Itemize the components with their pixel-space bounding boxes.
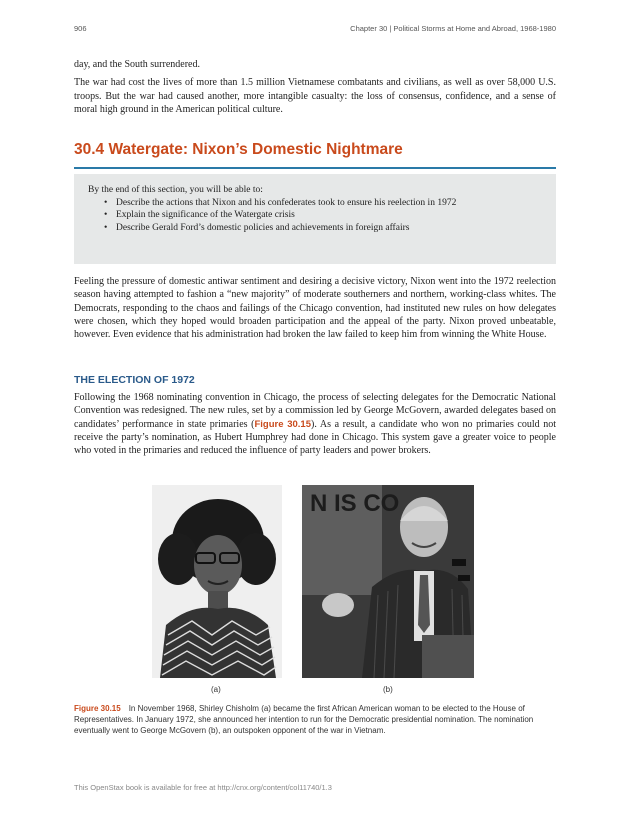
learning-objectives-box: [74, 174, 556, 264]
objective-item: • Describe the actions that Nixon and his confederates took to ensure his reelection in 1972: [116, 197, 476, 210]
background-sign-text: N IS CO: [310, 490, 400, 517]
intro-paragraph: The war had cost the lives of more than 1.5 million Vietnamese combatants and civilians, as well as over 58,000 U.S. troops. But the war had caused another, more intangible casualty: the loss of consensus, confidence, and a sense of moral high ground in the American political culture.: [74, 77, 556, 115]
election-text: [74, 391, 556, 457]
objective-item: • Explain the significance of the Watergate crisis: [116, 209, 476, 222]
page-number: 906: [74, 24, 87, 33]
subsection-heading: THE ELECTION OF 1972: [74, 374, 195, 386]
election-paragraph: [74, 391, 556, 457]
objectives-list: [88, 197, 542, 235]
figure-label-a: (a): [211, 685, 221, 694]
caption-text: In November 1968, Shirley Chisholm (a) became the first African American woman to be elected to the House of Representatives. In January 1972, she announced her intention to run for the Democratic presidential nomination. The nomination eventually went to George McGovern (b), an outspoken opponent of the war in Vietnam.: [74, 704, 534, 735]
footer-availability: This OpenStax book is available for free at http://cnx.org/content/col11740/1.3: [74, 783, 332, 792]
objective-item: • Describe Gerald Ford’s domestic policies and achievements in foreign affairs: [116, 222, 476, 235]
running-header: Chapter 30 | Political Storms at Home and Abroad, 1968-1980: [350, 24, 556, 33]
figure-reference-link[interactable]: Figure 30.15: [254, 418, 312, 430]
figure-label-b: (b): [383, 685, 393, 694]
intro-text: [74, 58, 556, 116]
election-text-after: ). As a result, a candidate who won no primaries could not receive the party’s nomination, as Hubert Humphrey had done in Chicago. This system gave a greater voice to people who voted in the primaries and reduced the influence of party leaders and power brokers.: [74, 418, 557, 457]
paragraph-text: Feeling the pressure of domestic antiwar sentiment and desiring a decisive victory, Nixon went into the 1972 reelection season having attempted to fashion a “new majority” of moderate southerners and northern, working-class whites. The Democrats, responding to the chaos and failings of the Chicago convention, had instituted new rules on how delegates were chosen, which they hoped would broaden participation and the appeal of the party. Nixon proved unbeatable, however. Even evidence that his administration had broken the law failed to keep him from winning the White House.: [74, 276, 556, 341]
objectives-intro: By the end of this section, you will be able to:: [88, 185, 263, 195]
election-text-before: Following the 1968 nominating convention in Chicago, the process of selecting delegates for the Democratic National Convention was redesigned. The new rules, set by a commission led by George McGovern, awarded delegates based on candidates’ performance in state primaries (: [74, 392, 556, 430]
section-title: 30.4 Watergate: Nixon’s Domestic Nightmare: [74, 141, 556, 169]
photo-george-mcgovern: [302, 485, 474, 678]
section-paragraph: [74, 275, 556, 341]
intro-line: day, and the South surrendered.: [74, 59, 200, 70]
caption-figure-label: Figure 30.15: [74, 704, 121, 713]
figure-caption: [74, 704, 559, 736]
photo-shirley-chisholm: [152, 485, 282, 678]
